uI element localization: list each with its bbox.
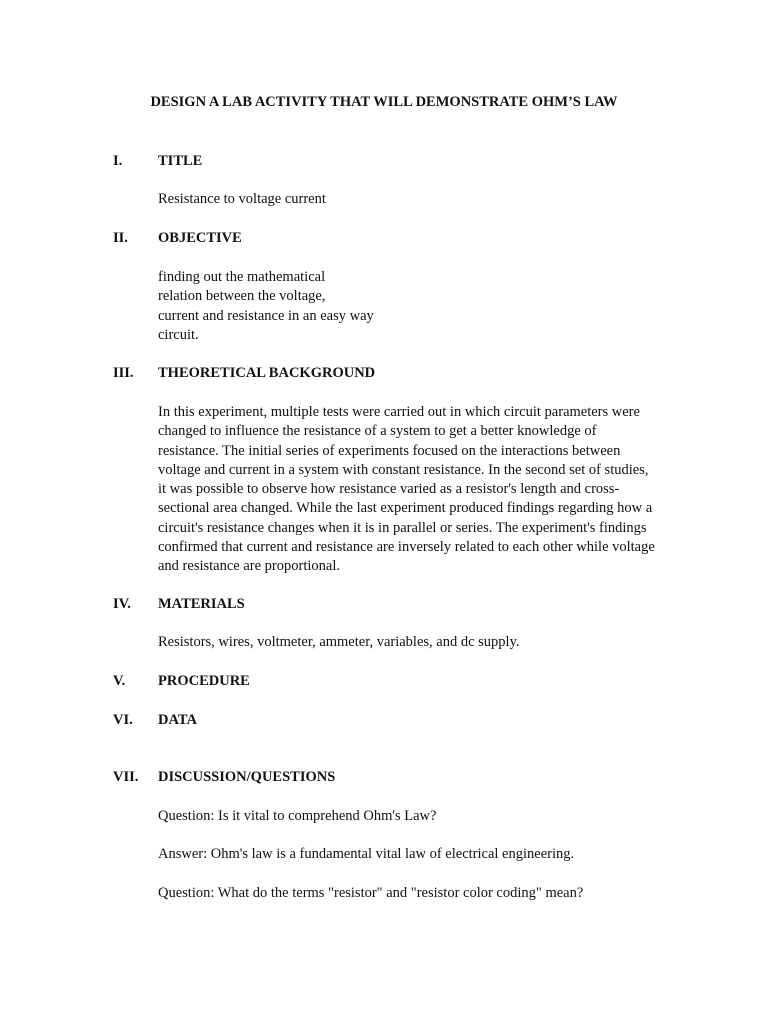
body-line: finding out the mathematical bbox=[158, 269, 326, 285]
body-line: sectional area changed. While the last experiment produced findings regarding how a bbox=[158, 500, 653, 517]
body-line: resistance. The initial series of experiments focused on the interactions between bbox=[158, 442, 621, 459]
section-heading-objective: OBJECTIVE bbox=[158, 230, 242, 246]
section-number-objective: II. bbox=[113, 230, 128, 246]
body-line: relation between the voltage, bbox=[158, 288, 326, 305]
section-heading-procedure: PROCEDURE bbox=[158, 673, 250, 689]
section-number-materials: IV. bbox=[113, 596, 131, 612]
body-line: changed to influence the resistance of a system to get a better knowledge of bbox=[158, 423, 597, 440]
document-title: DESIGN A LAB ACTIVITY THAT WILL DEMONSTRATE OHM’S LAW bbox=[150, 94, 618, 110]
section-body-materials bbox=[158, 633, 520, 652]
section-heading-theory: THEORETICAL BACKGROUND bbox=[158, 365, 376, 381]
body-line: it was possible to observe how resistance varied as a resistor's length and cross- bbox=[158, 481, 620, 498]
answer-1: Answer: Ohm's law is a fundamental vital law of electrical engineering. bbox=[158, 846, 575, 862]
body-line: circuit's resistance changes when it is in parallel or series. The experiment's findings bbox=[158, 519, 647, 536]
section-number-data: VI. bbox=[113, 712, 133, 728]
question-2: Question: What do the terms "resistor" and "resistor color coding" mean? bbox=[158, 885, 584, 901]
body-line: circuit. bbox=[158, 326, 199, 343]
body-line: voltage and current in a system with constant resistance. In the second set of studies, bbox=[158, 461, 649, 478]
section-heading-title: TITLE bbox=[158, 153, 203, 169]
body-line: Resistors, wires, voltmeter, ammeter, variables, and dc supply. bbox=[158, 634, 520, 650]
body-line: and resistance are proportional. bbox=[158, 558, 340, 575]
section-heading-materials: MATERIALS bbox=[158, 596, 245, 612]
section-heading-data: DATA bbox=[158, 712, 197, 728]
body-line: Resistance to voltage current bbox=[158, 191, 326, 207]
section-number-theory: III. bbox=[113, 365, 134, 381]
section-heading-discussion: DISCUSSION/QUESTIONS bbox=[158, 769, 336, 785]
body-line: In this experiment, multiple tests were carried out in which circuit parameters were bbox=[158, 404, 640, 420]
section-body-objective bbox=[158, 268, 374, 345]
section-number-procedure: V. bbox=[113, 673, 126, 689]
section-body-title bbox=[158, 190, 326, 209]
body-line: confirmed that current and resistance are inversely related to each other while voltage bbox=[158, 539, 655, 556]
section-body-theory bbox=[158, 403, 655, 577]
question-1: Question: Is it vital to comprehend Ohm's Law? bbox=[158, 808, 437, 824]
section-number-discussion: VII. bbox=[113, 769, 139, 785]
section-number-title: I. bbox=[113, 153, 123, 169]
body-line: current and resistance in an easy way bbox=[158, 307, 374, 324]
